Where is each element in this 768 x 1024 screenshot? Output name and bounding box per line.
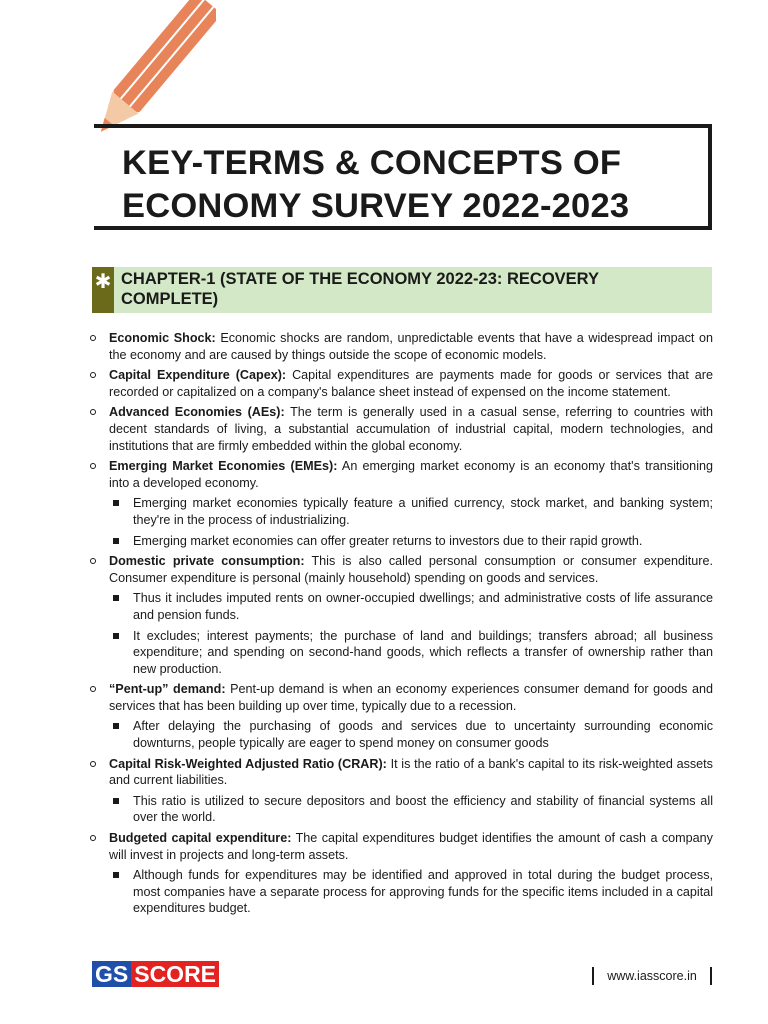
list-item	[88, 330, 713, 363]
term-label: Budgeted capital expenditure:	[109, 831, 292, 846]
list-item	[88, 756, 713, 789]
square-bullet-icon	[113, 872, 119, 878]
sub-item-text: Although funds for expenditures may be identified and approved in total during the budget process, most companies have a separate process for approving funds for the specific items included in a capital expenditures budget.	[133, 868, 713, 916]
key-terms-list	[88, 330, 713, 921]
term-definition: An emerging market economy is an economy that's transitioning into a developed economy.	[109, 459, 713, 490]
term-label: Capital Risk-Weighted Adjusted Ratio (CRAR):	[109, 756, 387, 771]
term-definition: Economic shocks are random, unpredictable events that have a widespread impact on the economy and are caused by things outside the scope of economic models.	[109, 331, 714, 362]
circle-bullet-icon	[90, 558, 96, 564]
chapter-title: CHAPTER-1 (STATE OF THE ECONOMY 2022-23: RECOVERY COMPLETE)	[121, 270, 599, 308]
list-item	[88, 404, 713, 454]
term-definition: Pent-up demand is when an economy experiences consumer demand for goods and services that has been building up over time, typically due to a recession.	[109, 682, 713, 713]
term-definition: This is also called personal consumption or consumer expenditure. Consumer expenditure is personal (mainly household) spending on goods and services.	[109, 554, 713, 585]
chapter-heading	[92, 267, 712, 313]
gsscore-logo	[92, 961, 219, 987]
title-line-1: KEY-TERMS & CONCEPTS OF	[122, 144, 622, 182]
circle-bullet-icon	[90, 335, 96, 341]
list-item	[88, 367, 713, 400]
circle-bullet-icon	[90, 686, 96, 692]
sub-list-item	[88, 495, 713, 528]
term-label: Emerging Market Economies (EMEs):	[109, 459, 338, 474]
sub-list-item	[88, 628, 713, 678]
square-bullet-icon	[113, 595, 119, 601]
sub-list-item	[88, 718, 713, 751]
square-bullet-icon	[113, 500, 119, 506]
term-definition: It is the ratio of a bank's capital to its risk-weighted assets and current liabilities.	[109, 756, 713, 788]
logo-gs: GS	[92, 961, 131, 987]
list-item	[88, 681, 713, 714]
sub-item-text: Thus it includes imputed rents on owner-occupied dwellings; and administrative costs of life assurance and pension funds.	[133, 591, 713, 622]
logo-score: SCORE	[131, 961, 219, 987]
footer-url[interactable]: www.iasscore.in	[592, 967, 712, 985]
term-label: Capital Expenditure (Capex):	[109, 368, 287, 383]
term-label: Economic Shock:	[109, 331, 216, 345]
term-label: Domestic private consumption:	[109, 554, 305, 569]
sub-list-item	[88, 533, 713, 550]
sub-list-item	[88, 793, 713, 826]
sub-item-text: This ratio is utilized to secure depositors and boost the efficiency and stability of financial systems all over the world.	[133, 793, 713, 825]
asterisk-icon: ✱	[92, 267, 114, 313]
square-bullet-icon	[113, 633, 119, 639]
list-item	[88, 830, 713, 863]
circle-bullet-icon	[90, 761, 96, 767]
square-bullet-icon	[113, 723, 119, 729]
sub-item-text: It excludes; interest payments; the purchase of land and buildings; transfers abroad; all business expenditure; and spending on second-hand goods, which reflects a transfer of ownership rather than new production.	[133, 628, 713, 676]
sub-list-item	[88, 590, 713, 623]
page-title	[122, 142, 702, 228]
title-line-2: ECONOMY SURVEY 2022-2023	[122, 187, 630, 225]
list-item	[88, 458, 713, 491]
square-bullet-icon	[113, 798, 119, 804]
list-item	[88, 553, 713, 586]
sub-item-text: Emerging market economies can offer greater returns to investors due to their rapid growth.	[133, 533, 643, 548]
circle-bullet-icon	[90, 835, 96, 841]
sub-item-text: Emerging market economies typically feature a unified currency, stock market, and banking system; they're in the process of industrializing.	[133, 496, 713, 527]
circle-bullet-icon	[90, 463, 96, 469]
circle-bullet-icon	[90, 372, 96, 378]
square-bullet-icon	[113, 538, 119, 544]
sub-item-text: After delaying the purchasing of goods and services due to uncertainty surrounding economic downturns, people typically are eager to spend money on consumer goods	[133, 719, 713, 751]
term-label: “Pent-up” demand:	[109, 682, 226, 697]
term-label: Advanced Economies (AEs):	[109, 405, 285, 420]
sub-list-item	[88, 867, 713, 917]
circle-bullet-icon	[90, 409, 96, 415]
term-definition: Capital expenditures are payments made for goods or services that are recorded or capitalized on a company's balance sheet instead of expensed on the income statement.	[109, 368, 713, 399]
term-definition: The capital expenditures budget identifies the amount of cash a company will invest in projects and long-term assets.	[109, 831, 713, 862]
term-definition: The term is generally used in a casual sense, referring to countries with decent standards of living, a substantial accumulation of industrial capital, modern technologies, and institutions that are firmly embedded within the global economy.	[109, 405, 713, 453]
